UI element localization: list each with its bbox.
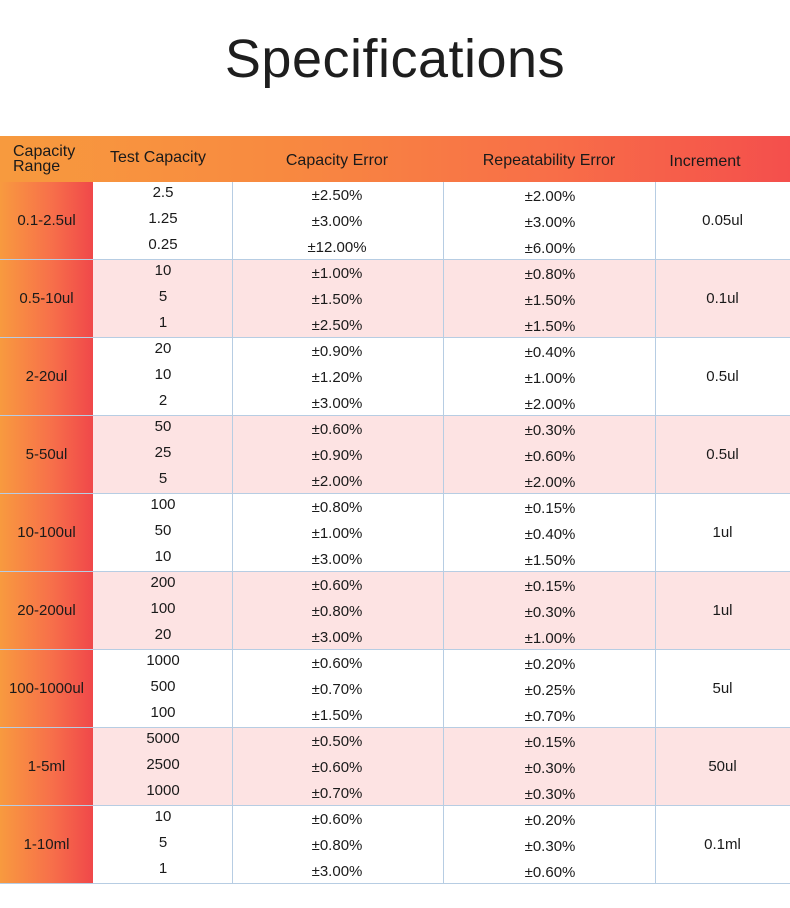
repeatability-error-value: ±0.70%: [524, 708, 576, 725]
repeatability-error-value: ±0.15%: [524, 578, 576, 595]
capacity-error-value: ±0.60%: [311, 811, 363, 828]
test-capacity-value: 1: [158, 860, 168, 877]
capacity-error-value: ±0.60%: [311, 577, 363, 594]
test-capacity-value: 100: [150, 704, 176, 721]
repeatability-error-value: ±0.80%: [524, 266, 576, 283]
table-row: [0, 572, 790, 650]
capacity-range-cell: 100-1000ul: [0, 650, 93, 727]
test-capacity-value: 50: [154, 418, 172, 435]
test-capacity-value: 10: [154, 808, 172, 825]
repeatability-error-value: ±0.15%: [524, 500, 576, 517]
test-capacity-value: 20: [154, 626, 172, 643]
test-capacity-value: 10: [154, 548, 172, 565]
repeatability-error-value: ±2.00%: [524, 188, 576, 205]
repeatability-error-value: ±0.30%: [524, 786, 576, 803]
repeatability-error-value: ±1.00%: [524, 370, 576, 387]
test-capacity-value: 50: [154, 522, 172, 539]
test-capacity-value: 1: [158, 314, 168, 331]
capacity-error-value: ±0.60%: [311, 655, 363, 672]
capacity-error-value: ±2.00%: [311, 473, 363, 490]
header-test-capacity: Test Capacity: [110, 149, 207, 166]
test-capacity-value: 1000: [146, 652, 180, 669]
capacity-range-cell: 5-50ul: [0, 416, 93, 493]
repeatability-error-value: ±0.30%: [524, 604, 576, 621]
increment-cell: 0.5ul: [706, 368, 739, 385]
table-row: [0, 182, 790, 260]
increment-cell: 0.5ul: [706, 446, 739, 463]
capacity-error-value: ±3.00%: [311, 213, 363, 230]
capacity-error-value: ±1.00%: [311, 265, 363, 282]
repeatability-error-value: ±0.30%: [524, 422, 576, 439]
table-row: [0, 338, 790, 416]
repeatability-error-value: ±0.60%: [524, 448, 576, 465]
increment-cell: 5ul: [712, 680, 733, 697]
test-capacity-value: 2.5: [152, 184, 174, 201]
test-capacity-value: 100: [150, 496, 176, 513]
header-capacity-range-line1: Capacity: [13, 143, 76, 160]
capacity-error-value: ±0.90%: [311, 447, 363, 464]
capacity-error-value: ±3.00%: [311, 863, 363, 880]
test-capacity-value: 10: [154, 366, 172, 383]
capacity-error-value: ±12.00%: [307, 239, 367, 256]
capacity-error-value: ±3.00%: [311, 551, 363, 568]
table-row: [0, 728, 790, 806]
capacity-error-value: ±0.70%: [311, 681, 363, 698]
repeatability-error-value: ±0.25%: [524, 682, 576, 699]
capacity-error-value: ±2.50%: [311, 187, 363, 204]
increment-cell: 0.05ul: [702, 212, 743, 229]
test-capacity-value: 1000: [146, 782, 180, 799]
capacity-error-value: ±1.20%: [311, 369, 363, 386]
table-row: [0, 416, 790, 494]
capacity-range-cell: 2-20ul: [0, 338, 93, 415]
repeatability-error-value: ±0.40%: [524, 526, 576, 543]
capacity-range-cell: 10-100ul: [0, 494, 93, 571]
capacity-error-value: ±1.50%: [311, 291, 363, 308]
test-capacity-value: 500: [150, 678, 176, 695]
capacity-error-value: ±0.60%: [311, 759, 363, 776]
table-row: [0, 260, 790, 338]
table-header: [0, 136, 790, 182]
repeatability-error-value: ±0.40%: [524, 344, 576, 361]
increment-cell: 1ul: [712, 524, 733, 541]
page-title: Specifications: [224, 29, 566, 89]
capacity-error-value: ±0.50%: [311, 733, 363, 750]
increment-cell: 0.1ml: [704, 836, 741, 853]
header-repeatability-error: Repeatability Error: [482, 152, 616, 169]
capacity-error-value: ±0.80%: [311, 603, 363, 620]
capacity-error-value: ±3.00%: [311, 629, 363, 646]
repeatability-error-value: ±2.00%: [524, 474, 576, 491]
repeatability-error-value: ±0.20%: [524, 812, 576, 829]
capacity-range-cell: 0.5-10ul: [0, 260, 93, 337]
test-capacity-value: 5: [158, 288, 168, 305]
test-capacity-value: 0.25: [148, 236, 178, 253]
repeatability-error-value: ±3.00%: [524, 214, 576, 231]
header-increment: Increment: [669, 153, 741, 170]
capacity-error-value: ±3.00%: [311, 395, 363, 412]
capacity-error-value: ±1.00%: [311, 525, 363, 542]
increment-cell: 0.1ul: [706, 290, 739, 307]
repeatability-error-value: ±2.00%: [524, 396, 576, 413]
capacity-range-cell: 20-200ul: [0, 572, 93, 649]
table-row: [0, 806, 790, 884]
header-capacity-range: [13, 144, 93, 174]
table-row: [0, 494, 790, 572]
repeatability-error-value: ±0.60%: [524, 864, 576, 881]
test-capacity-value: 100: [150, 600, 176, 617]
increment-cell: 1ul: [712, 602, 733, 619]
capacity-error-value: ±0.80%: [311, 837, 363, 854]
repeatability-error-value: ±1.50%: [524, 552, 576, 569]
test-capacity-value: 20: [154, 340, 172, 357]
repeatability-error-value: ±1.00%: [524, 630, 576, 647]
capacity-range-cell: 0.1-2.5ul: [0, 182, 93, 259]
repeatability-error-value: ±0.30%: [524, 760, 576, 777]
test-capacity-value: 25: [154, 444, 172, 461]
test-capacity-value: 5: [158, 470, 168, 487]
increment-cell: 50ul: [708, 758, 737, 775]
capacity-error-value: ±0.60%: [311, 421, 363, 438]
test-capacity-value: 2: [158, 392, 168, 409]
capacity-range-cell: 1-5ml: [0, 728, 93, 805]
test-capacity-value: 5: [158, 834, 168, 851]
test-capacity-value: 200: [150, 574, 176, 591]
test-capacity-value: 1.25: [148, 210, 178, 227]
header-capacity-range-line2: Range: [13, 158, 61, 175]
test-capacity-value: 10: [154, 262, 172, 279]
test-capacity-value: 5000: [146, 730, 180, 747]
capacity-error-value: ±0.80%: [311, 499, 363, 516]
test-capacity-value: 2500: [146, 756, 180, 773]
header-capacity-error: Capacity Error: [285, 152, 389, 169]
repeatability-error-value: ±0.30%: [524, 838, 576, 855]
capacity-error-value: ±0.70%: [311, 785, 363, 802]
repeatability-error-value: ±1.50%: [524, 292, 576, 309]
repeatability-error-value: ±1.50%: [524, 318, 576, 335]
repeatability-error-value: ±0.15%: [524, 734, 576, 751]
capacity-error-value: ±2.50%: [311, 317, 363, 334]
repeatability-error-value: ±6.00%: [524, 240, 576, 257]
capacity-range-cell: 1-10ml: [0, 806, 93, 883]
capacity-error-value: ±0.90%: [311, 343, 363, 360]
table-row: [0, 650, 790, 728]
capacity-error-value: ±1.50%: [311, 707, 363, 724]
repeatability-error-value: ±0.20%: [524, 656, 576, 673]
